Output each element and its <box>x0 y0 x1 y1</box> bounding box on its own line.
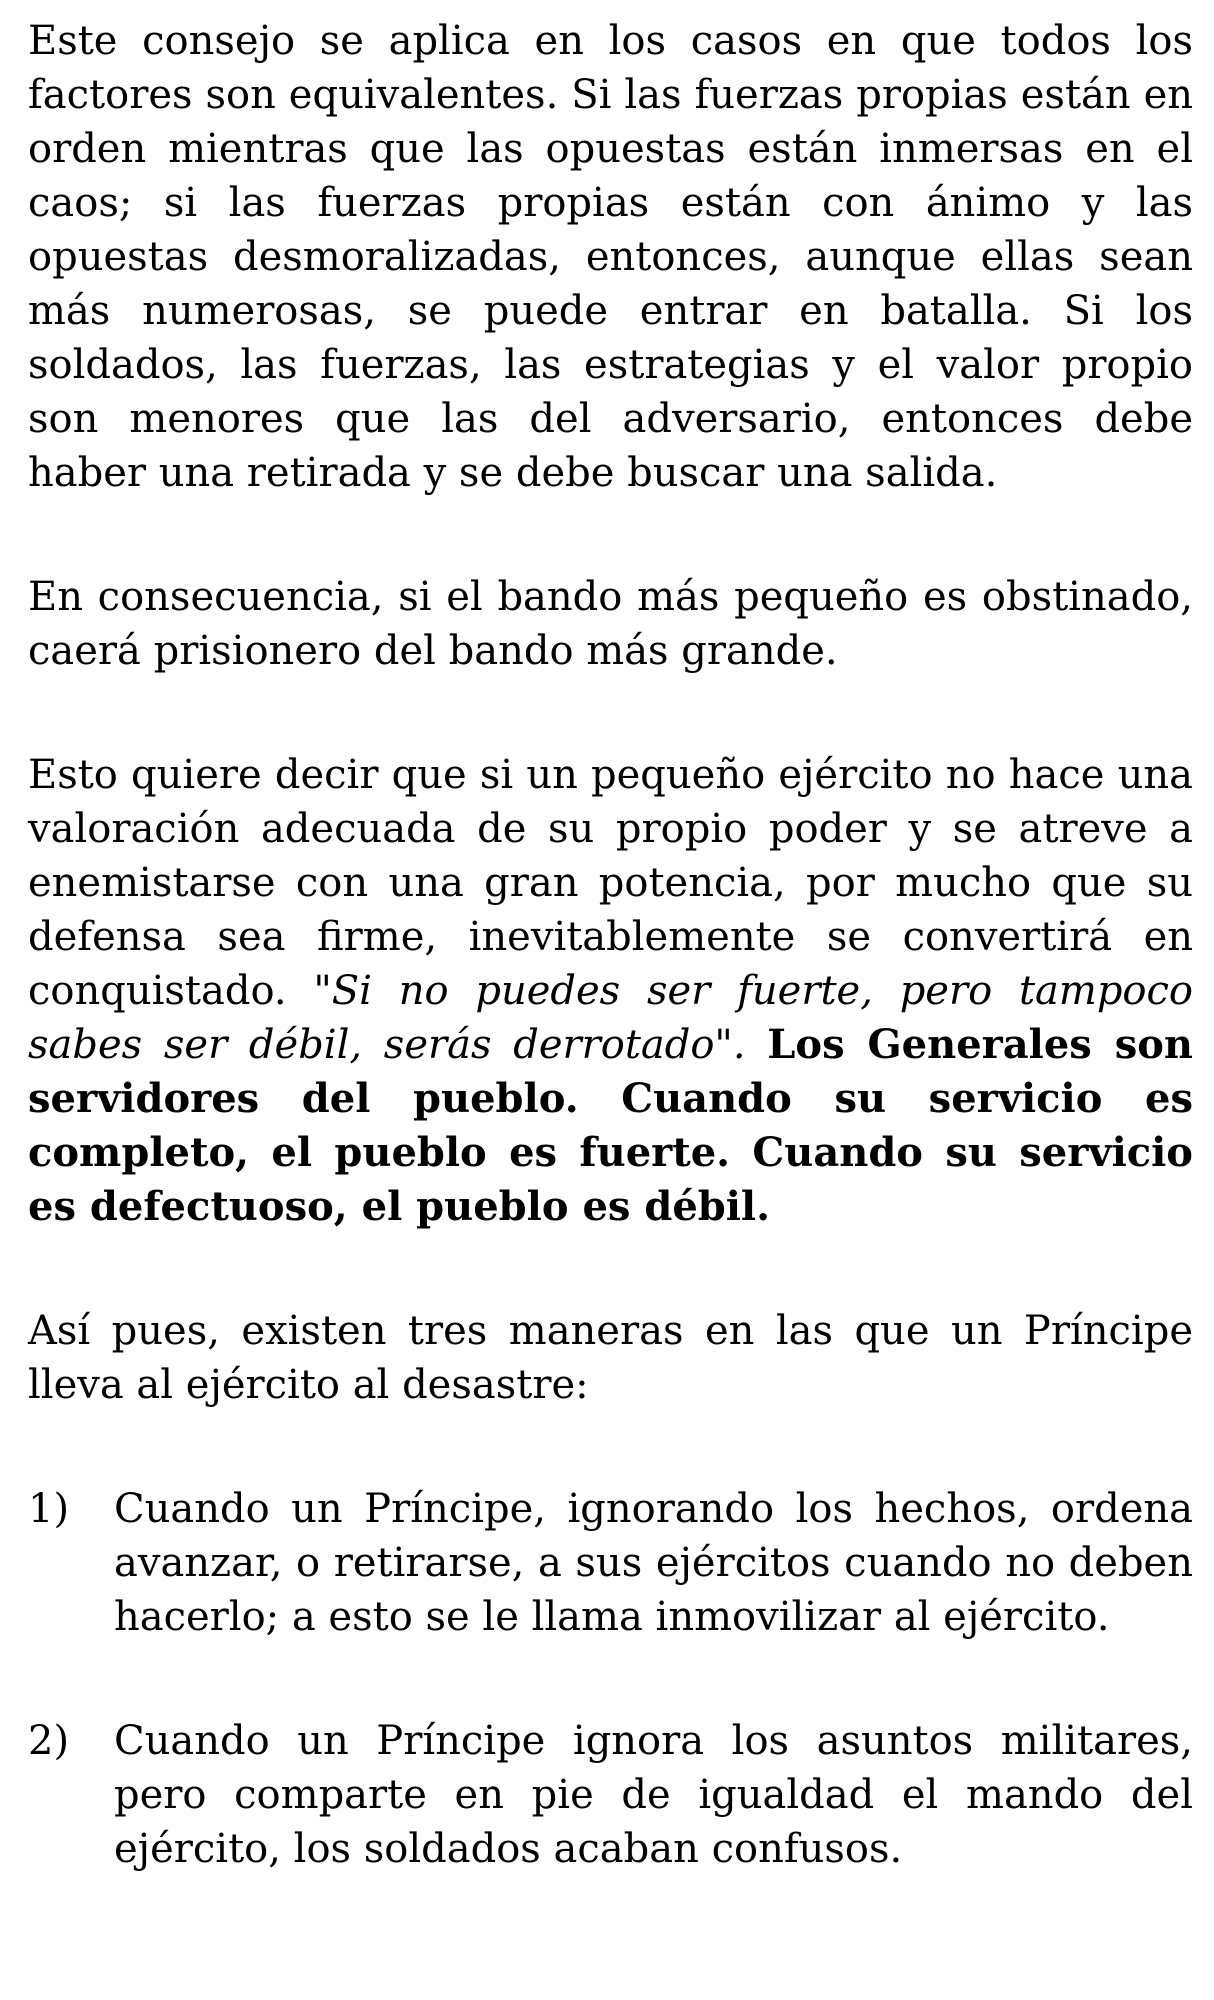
quote-italic: "Si no puedes ser fuerte, pero tampoco sabes ser débil, serás derrotado". <box>28 968 1193 1068</box>
paragraph-advice-conditions: Este consejo se aplica en los casos en que todos los factores son equivalentes. Si las fuerzas propias están en orden mientras que las opuestas están inmersas en el caos; si las fuerzas propias están con ánimo y las opuestas desmoralizadas, entonces, aunque ellas sean más numerosas, se puede entrar en batalla. Si los soldados, las fuerzas, las estrategias y el valor propio son menores que las del adversario, entonces debe haber una retirada y se debe buscar una salida. <box>28 18 1193 496</box>
list-item-number: 1) <box>28 1486 70 1532</box>
list-item <box>28 1714 1193 1876</box>
paragraph-small-army <box>28 748 1193 1234</box>
list-item-text: Cuando un Príncipe, ignorando los hechos, ordena avanzar, o retirarse, a sus ejércitos cuando no deben hacerlo; a esto se le llama inmovilizar al ejército. <box>114 1486 1193 1640</box>
paragraph-consequence: En consecuencia, si el bando más pequeño es obstinado, caerá prisionero del bando más grande. <box>28 574 1193 674</box>
paragraph-small-army-text: Esto quiere decir que si un pequeño ejército no hace una valoración adecuada de su propio poder y se atreve a enemistarse con una gran potencia, por mucho que su defensa sea firme, inevitablemente se convertirá en conquistado. <box>28 752 1193 1014</box>
generals-bold-statement: Los Generales son servidores del pueblo. Cuando su servicio es completo, el pueblo es fuerte. Cuando su servicio es defectuoso, el pueblo es débil. <box>28 1021 1194 1230</box>
list-item <box>28 1482 1193 1644</box>
list-item-text: Cuando un Príncipe ignora los asuntos militares, pero comparte en pie de igualdad el mando del ejército, los soldados acaban confusos. <box>114 1718 1193 1872</box>
list-item-number: 2) <box>28 1718 70 1764</box>
document-page <box>28 14 1193 1946</box>
paragraph-three-ways: Así pues, existen tres maneras en las que un Príncipe lleva al ejército al desastre: <box>28 1308 1193 1408</box>
